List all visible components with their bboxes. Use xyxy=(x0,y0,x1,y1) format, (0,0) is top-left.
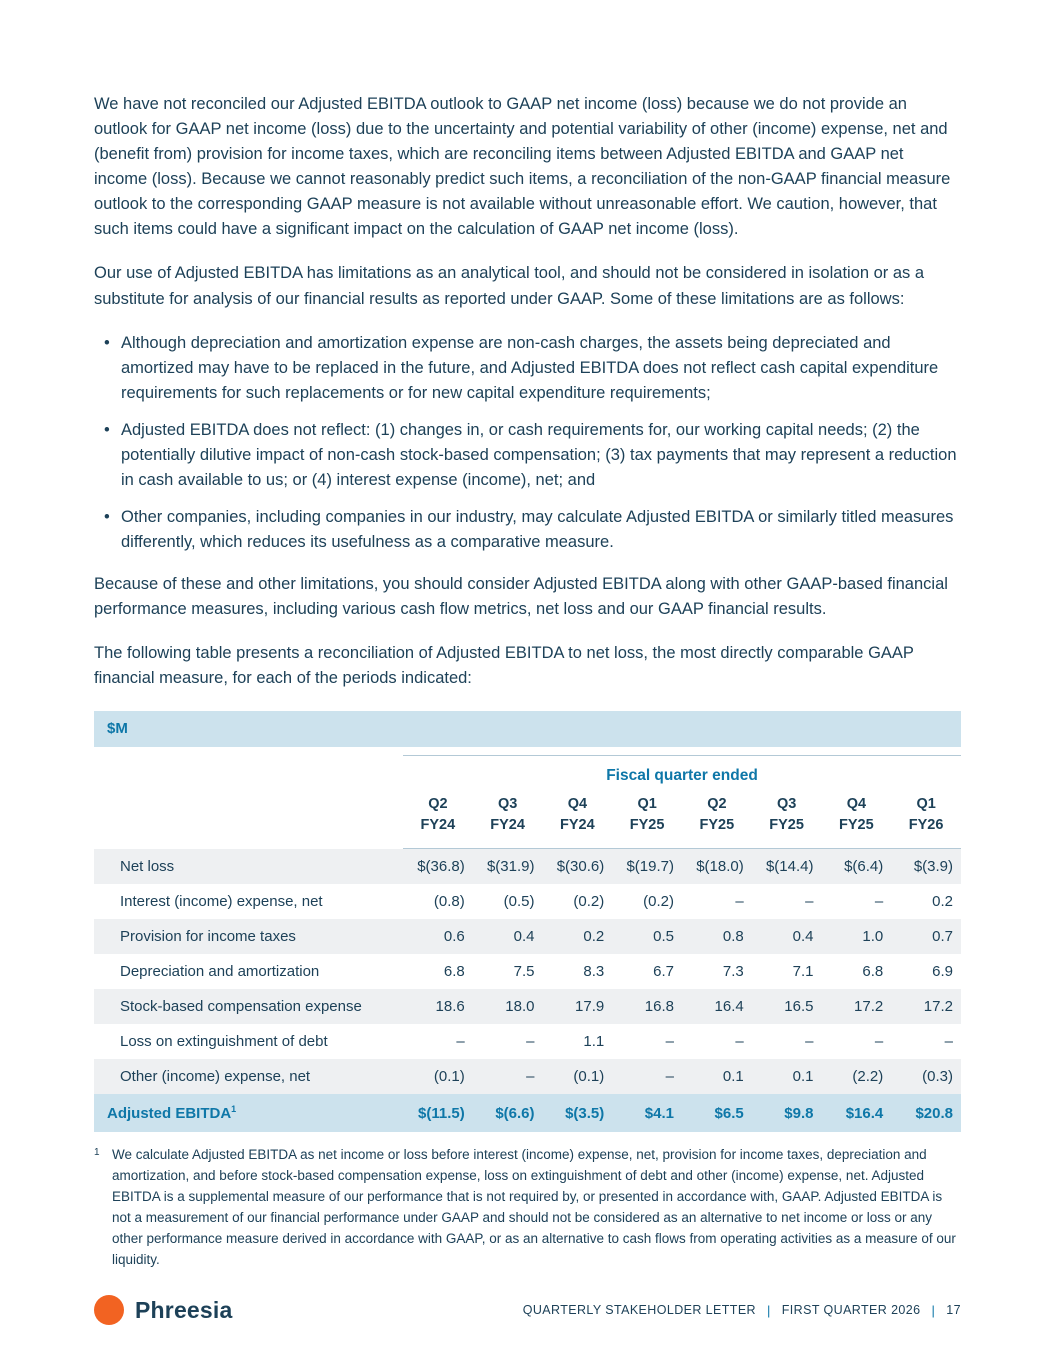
table-unit-band xyxy=(94,711,961,747)
footer-separator: | xyxy=(931,1302,936,1318)
total-value-cell: $6.5 xyxy=(714,1104,744,1122)
column-header-q4-fy24: Q4 FY24 xyxy=(543,785,613,850)
footnote xyxy=(94,1145,961,1271)
paragraph-limitations-intro: Our use of Adjusted EBITDA has limitations as an analytical tool, and should not be considered in isolation or as a substitute for analysis of our financial results as reported under GAAP. Some of these limitations are as follows: xyxy=(94,264,925,308)
value-cell: (2.2) xyxy=(852,1068,884,1086)
value-cell: (0.1) xyxy=(433,1068,465,1086)
footnote-marker: 1 xyxy=(94,1147,100,1159)
limitation-bullet-item xyxy=(94,331,961,406)
bullet-text: Adjusted EBITDA does not reflect: (1) changes in, or cash requirements for, our working capital needs; (2) the potentially dilutive impact of non-cash stock-based compensation; (3) tax payments that may represent a reduction in cash available to us; or (4) interest expense (income), net; and xyxy=(121,420,957,490)
ebitda-reconciliation-table xyxy=(94,711,961,1133)
bullet-marker: • xyxy=(104,333,110,352)
value-cell: $(36.8) xyxy=(417,858,465,876)
value-cell: (0.5) xyxy=(503,893,535,911)
value-cell: 0.6 xyxy=(443,928,465,946)
row-label: Stock-based compensation expense xyxy=(120,998,362,1016)
value-cell: 0.8 xyxy=(722,928,744,946)
value-cell: $(14.4) xyxy=(765,858,814,876)
table-row xyxy=(94,954,961,989)
value-cell: – xyxy=(735,893,744,911)
column-header-q2-fy25: Q2 FY25 xyxy=(682,785,752,850)
total-label-text: Adjusted EBITDA xyxy=(107,1105,232,1123)
value-cell: (0.3) xyxy=(922,1068,953,1086)
value-cell: – xyxy=(805,893,814,911)
row-label: Loss on extinguishment of debt xyxy=(120,1033,328,1051)
column-header-q1-fy25: Q1 FY25 xyxy=(612,785,682,850)
total-value-cell: $(3.5) xyxy=(565,1104,605,1122)
value-cell: $(6.4) xyxy=(844,858,884,876)
paragraph-reconciliation-outlook: We have not reconciled our Adjusted EBITDA outlook to GAAP net income (loss) because we do not provide an outlook for GAAP net income (loss) due to the uncertainty and potential variability of other (income) expense, net and (benefit from) provision for income taxes, which are reconciling items between Adjusted EBITDA and GAAP net income (loss). Because we cannot reasonably predict such items, a reconciliation of the non-GAAP financial measure outlook to the corresponding GAAP measure is not available without unreasonable effort. We caution, however, that such items could have a significant impact on the calculation of GAAP net income (loss). xyxy=(94,95,951,239)
value-cell: 17.2 xyxy=(854,998,884,1016)
paragraph-limitations-conclusion: Because of these and other limitations, you should consider Adjusted EBITDA along with other GAAP-based financial performance measures, including various cash flow metrics, net loss and our GAAP financial results. xyxy=(94,575,948,619)
value-cell: 0.4 xyxy=(513,928,535,946)
bullet-marker: • xyxy=(104,508,110,527)
value-cell: – xyxy=(526,1068,535,1086)
value-cell: – xyxy=(735,1033,744,1051)
total-value-cell: $4.1 xyxy=(644,1104,674,1122)
bullet-marker: • xyxy=(104,420,110,439)
total-value-cell: $9.8 xyxy=(784,1104,814,1122)
page-footer xyxy=(94,1295,961,1325)
page-number: 17 xyxy=(946,1303,961,1317)
footer-meta xyxy=(523,1303,961,1318)
table-row xyxy=(94,919,961,954)
group-header-spacer xyxy=(94,755,403,785)
value-cell: 1.1 xyxy=(583,1033,605,1051)
table-column-header-row xyxy=(94,785,961,850)
value-cell: $(19.7) xyxy=(626,858,674,876)
value-cell: $(3.9) xyxy=(913,858,953,876)
value-cell: 6.9 xyxy=(932,963,953,981)
value-cell: 16.5 xyxy=(784,998,814,1016)
value-cell: 18.6 xyxy=(435,998,465,1016)
bullet-text: Other companies, including companies in our industry, may calculate Adjusted EBITDA or similarly titled measures differently, which reduces its usefulness as a comparative measure. xyxy=(121,508,954,552)
table-unit-label: $M xyxy=(107,719,128,737)
value-cell: – xyxy=(874,1033,884,1051)
total-value-cell: $(11.5) xyxy=(418,1104,465,1122)
column-header-q3-fy24: Q3 FY24 xyxy=(473,785,543,850)
row-label: Net loss xyxy=(120,858,175,876)
paragraph-table-intro: The following table presents a reconciliation of Adjusted EBITDA to net loss, the most directly comparable GAAP financial measure, for each of the periods indicated: xyxy=(94,644,914,688)
value-cell: (0.2) xyxy=(643,893,674,911)
total-row-label xyxy=(94,1104,403,1122)
value-cell: – xyxy=(805,1033,814,1051)
column-header-q1-fy26: Q1 FY26 xyxy=(891,785,961,850)
row-label: Other (income) expense, net xyxy=(120,1068,311,1086)
value-cell: 0.5 xyxy=(653,928,674,946)
table-body xyxy=(94,849,961,1094)
value-cell: 16.8 xyxy=(644,998,674,1016)
value-cell: $(30.6) xyxy=(556,858,605,876)
value-cell: $(31.9) xyxy=(486,858,535,876)
value-cell: (0.2) xyxy=(573,893,605,911)
value-cell: 17.9 xyxy=(575,998,605,1016)
value-cell: 8.3 xyxy=(583,963,605,981)
value-cell: – xyxy=(944,1033,953,1051)
value-cell: 7.5 xyxy=(513,963,535,981)
table-row xyxy=(94,1024,961,1059)
value-cell: 0.4 xyxy=(792,928,814,946)
row-label: Provision for income taxes xyxy=(120,928,296,946)
value-cell: 17.2 xyxy=(923,998,953,1016)
total-value-cell: $20.8 xyxy=(915,1104,953,1122)
value-cell: 0.1 xyxy=(722,1068,744,1086)
footer-quarter: FIRST QUARTER 2026 xyxy=(781,1303,921,1317)
value-cell: (0.8) xyxy=(433,893,465,911)
value-cell: 0.7 xyxy=(932,928,953,946)
column-header-q2-fy24: Q2 FY24 xyxy=(403,785,473,850)
row-label: Depreciation and amortization xyxy=(120,963,320,981)
value-cell: 6.7 xyxy=(653,963,674,981)
phreesia-logo-icon xyxy=(94,1295,124,1325)
value-cell: 6.8 xyxy=(862,963,884,981)
limitation-bullet-item xyxy=(94,418,961,493)
footnote-text: We calculate Adjusted EBITDA as net income or loss before interest (income) expense, net, provision for income taxes, depreciation and amortization, and before stock-based compensation expense, loss on extinguishment of debt and other (income) expense, net. Adjusted EBITDA is a supplemental measure of our performance that is not required by, or presented in accordance with, GAAP. Adjusted EBITDA is not a measurement of our financial performance under GAAP and should not be considered as an alternative to net income or loss or any other performance measure derived in accordance with GAAP, or as an alternative to cash flows from operating activities as a measure of our liquidity. xyxy=(112,1147,956,1267)
footer-doc-title: QUARTERLY STAKEHOLDER LETTER xyxy=(522,1303,756,1317)
total-footnote-marker: 1 xyxy=(231,1104,237,1115)
footer-separator: | xyxy=(766,1302,771,1318)
value-cell: 0.2 xyxy=(583,928,605,946)
total-value-cell: $(6.6) xyxy=(495,1104,535,1122)
value-cell: 7.1 xyxy=(792,963,814,981)
value-cell: 0.1 xyxy=(792,1068,814,1086)
table-row xyxy=(94,884,961,919)
value-cell: 6.8 xyxy=(443,963,465,981)
brand-lockup xyxy=(94,1295,233,1325)
value-cell: 16.4 xyxy=(714,998,744,1016)
table-row xyxy=(94,989,961,1024)
table-row xyxy=(94,849,961,884)
table-group-header: Fiscal quarter ended xyxy=(403,755,961,785)
value-cell: – xyxy=(456,1033,465,1051)
row-label: Interest (income) expense, net xyxy=(120,893,323,911)
value-cell: 0.2 xyxy=(932,893,953,911)
adjusted-ebitda-total-row xyxy=(94,1094,961,1132)
total-value-cell: $16.4 xyxy=(845,1104,884,1122)
value-cell: (0.1) xyxy=(573,1068,605,1086)
table-row xyxy=(94,1059,961,1094)
value-cell: 1.0 xyxy=(862,928,884,946)
value-cell: 18.0 xyxy=(505,998,535,1016)
value-cell: – xyxy=(665,1068,674,1086)
value-cell: – xyxy=(874,893,884,911)
limitations-bullet-list xyxy=(94,331,961,556)
value-cell: – xyxy=(526,1033,535,1051)
column-header-q3-fy25: Q3 FY25 xyxy=(752,785,822,850)
limitation-bullet-item xyxy=(94,505,961,555)
value-cell: 7.3 xyxy=(722,963,744,981)
bullet-text: Although depreciation and amortization expense are non-cash charges, the assets being depreciated and amortized may have to be replaced in the future, and Adjusted EBITDA does not reflect cash capital expenditure requirements for such replacements or for new capital expenditure requirements; xyxy=(121,333,939,402)
header-spacer-cell xyxy=(94,785,403,850)
table-group-header-row xyxy=(94,755,961,785)
column-header-q4-fy25: Q4 FY25 xyxy=(822,785,892,850)
value-cell: $(18.0) xyxy=(696,858,744,876)
value-cell: – xyxy=(665,1033,674,1051)
brand-name: Phreesia xyxy=(135,1296,233,1323)
